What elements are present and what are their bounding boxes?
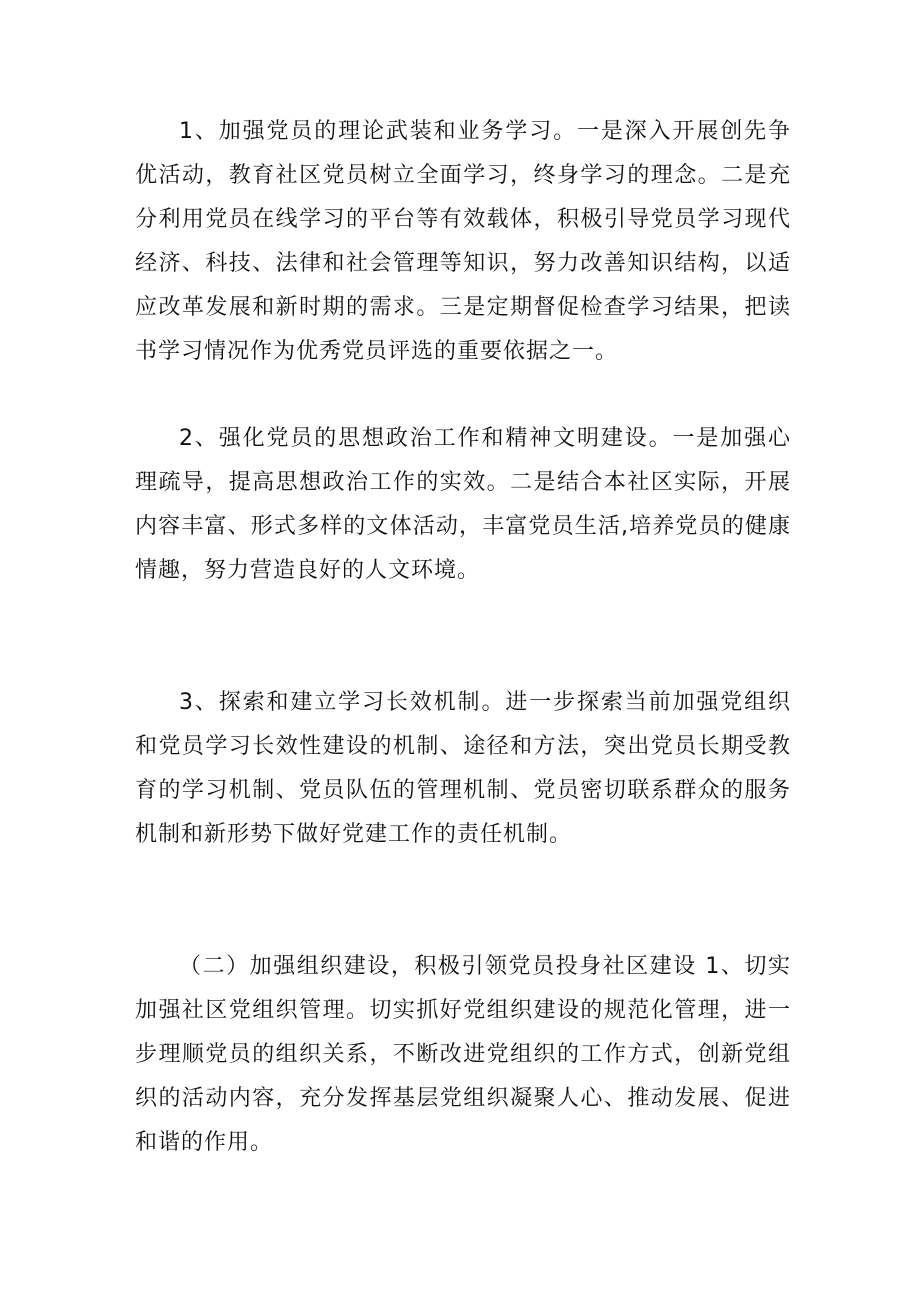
paragraph-mechanism: 3、探索和建立学习长效机制。进一步探索当前加强党组织和党员学习长效性建设的机制、途径和方法，突出党员长期受教育的学习机制、党员队伍的管理机制、党员密切联系群众的服务机制和新形势下做好党建工作的责任机制。 (135, 690, 791, 847)
paragraph-ideology: 2、强化党员的思想政治工作和精神文明建设。一是加强心理疏导，提高思想政治工作的实效。二是结合本社区实际，开展内容丰富、形式多样的文体活动，丰富党员生活,培养党员的健康情趣，努力营造良好的人文环境。 (135, 426, 791, 583)
paragraph-organization: （二）加强组织建设，积极引领党员投身社区建设 1、切实加强社区党组织管理。切实抓好党组织建设的规范化管理，进一步理顺党员的组织关系，不断改进党组织的工作方式，创新党组织的活动内容，充分发挥基层党组织凝聚人心、推动发展、促进和谐的作用。 (135, 954, 791, 1155)
paragraph-study: 1、加强党员的理论武装和业务学习。一是深入开展创先争优活动，教育社区党员树立全面学习，终身学习的理念。二是充分利用党员在线学习的平台等有效载体，积极引导党员学习现代经济、科技、法律和社会管理等知识，努力改善知识结构，以适应改革发展和新时期的需求。三是定期督促检查学习结果，把读书学习情况作为优秀党员评选的重要依据之一。 (135, 119, 791, 364)
